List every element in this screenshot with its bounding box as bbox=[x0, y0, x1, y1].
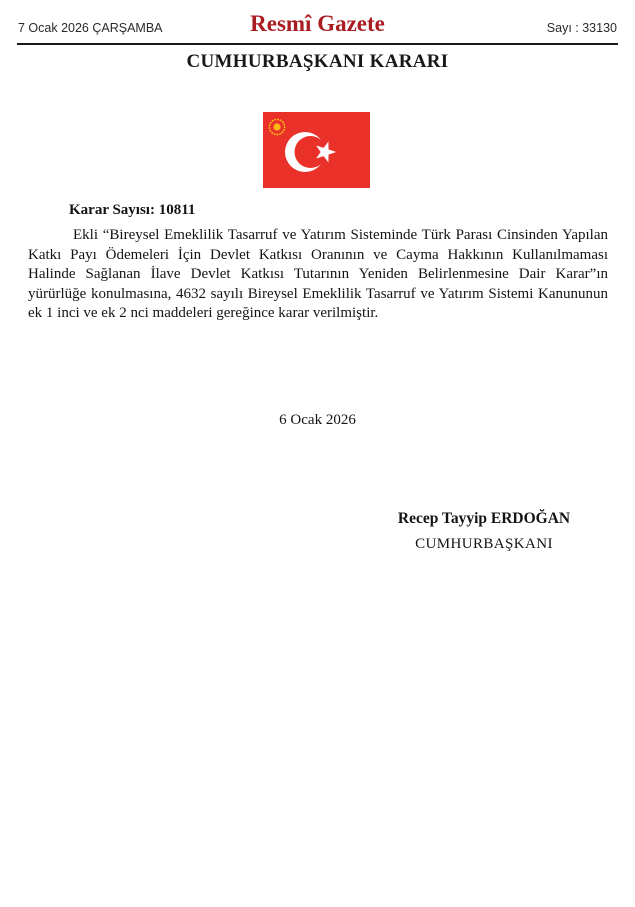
signer-name: Recep Tayyip ERDOĞAN bbox=[397, 510, 571, 527]
decision-number: Karar Sayısı: 10811 bbox=[69, 202, 196, 218]
signature-block bbox=[384, 510, 584, 553]
page-title: CUMHURBAŞKANI KARARI bbox=[186, 51, 449, 72]
decision-body-text: Ekli “Bireysel Emeklilik Tasarruf ve Yatırım Sisteminde Türk Parası Cinsinden Yapılan Katkı Payı Ödemeleri İçin Devlet Katkısı Oranının ve Cayma Hakkının Kullanılmaması Halinde Sağlanan İlave Devlet Katkısı Tutarının Yeniden Belirlenmesine Dair Karar”ın yürürlüğe konulmasına, 4632 sayılı Bireysel Emeklilik Tasarruf ve Yatırım Sistemi Kanununun ek 1 inci ve ek 2 nci maddeleri gereğince karar verilmiştir. bbox=[28, 227, 608, 321]
header-date: 7 Ocak 2026 ÇARŞAMBA bbox=[18, 21, 163, 35]
masthead-title: Resmî Gazete bbox=[250, 11, 385, 36]
signer-title: CUMHURBAŞKANI bbox=[415, 536, 553, 552]
header-divider bbox=[17, 43, 618, 45]
turkish-presidential-flag-icon bbox=[263, 112, 370, 188]
flag-svg bbox=[263, 112, 370, 188]
header-issue-number: Sayı : 33130 bbox=[546, 21, 617, 35]
decision-date: 6 Ocak 2026 bbox=[279, 412, 356, 428]
